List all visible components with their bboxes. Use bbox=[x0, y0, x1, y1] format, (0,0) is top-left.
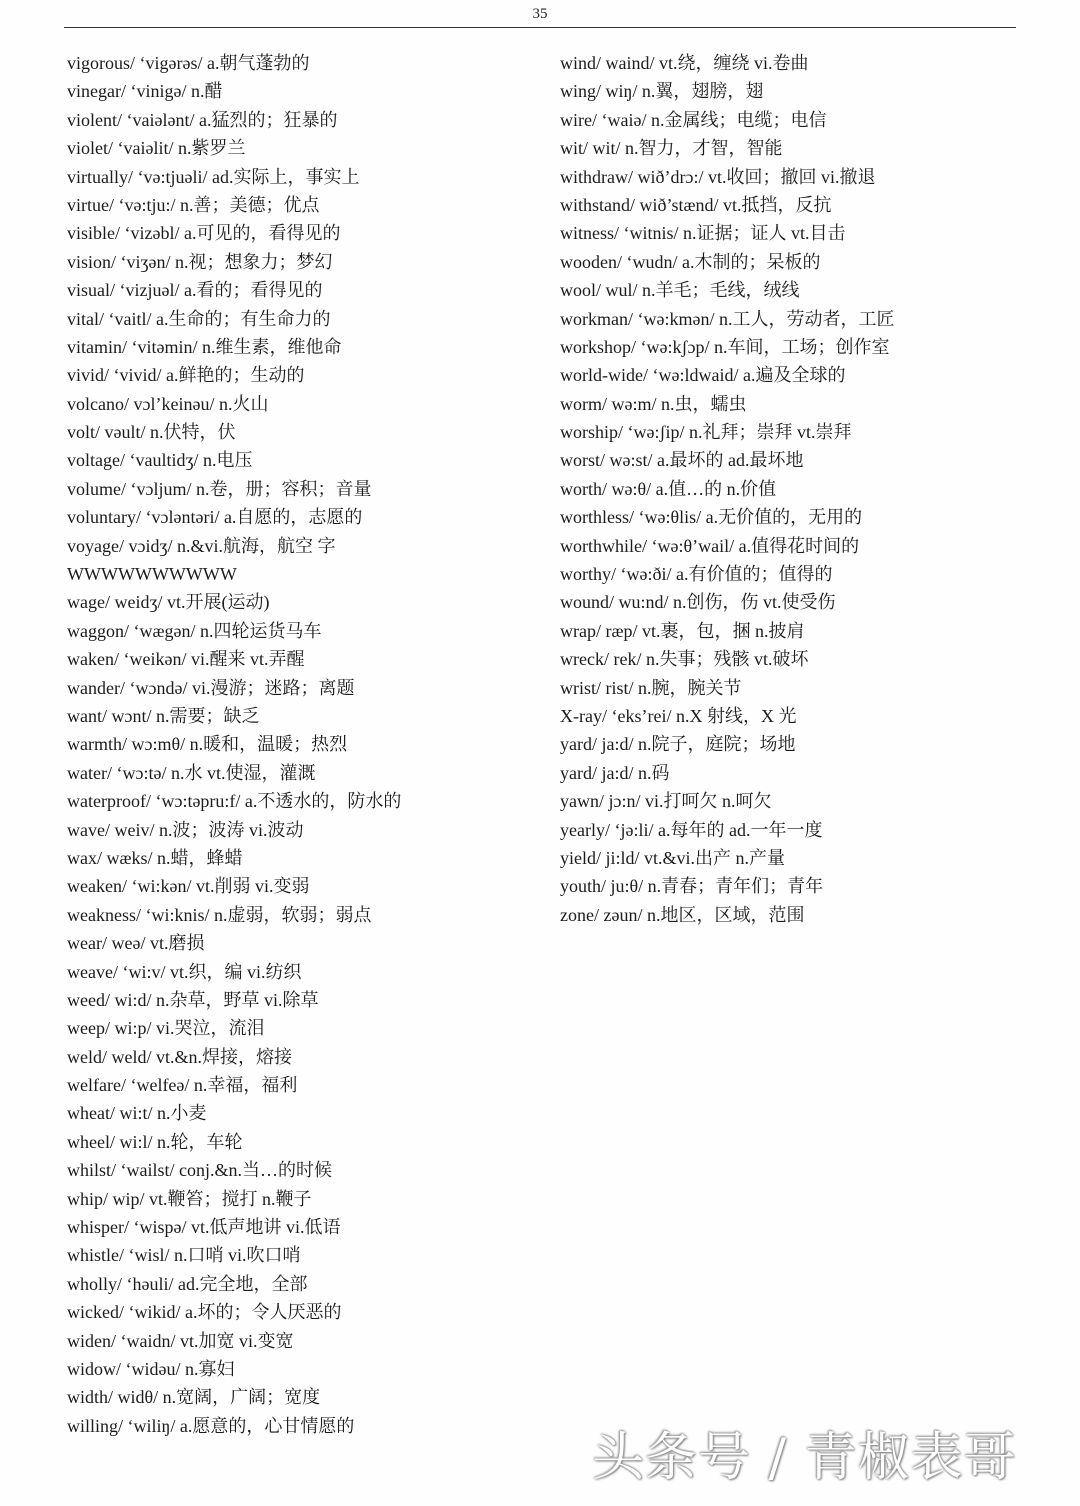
vocab-entry: voluntary/ ‘vɔləntəri/ a.自愿的，志愿的 bbox=[67, 507, 363, 528]
vocab-entry: waggon/ ‘wægən/ n.四轮运货马车 bbox=[67, 620, 322, 641]
vocab-entry: wire/ ‘waiə/ n.金属线；电缆；电信 bbox=[560, 109, 827, 130]
vocab-entry: vision/ ‘viʒən/ n.视；想象力；梦幻 bbox=[67, 251, 333, 272]
vocab-entry: violent/ ‘vaiələnt/ a.猛烈的；狂暴的 bbox=[67, 109, 338, 130]
vocab-entry: withdraw/ wið’drɔ:/ vt.收回；撤回 vi.撤退 bbox=[560, 166, 876, 187]
vocab-entry: wax/ wæks/ n.蜡，蜂蜡 bbox=[67, 847, 243, 868]
vocab-entry: water/ ‘wɔ:tə/ n.水 vt.使湿，灌溉 bbox=[67, 762, 316, 783]
vocab-entry: world-wide/ ‘wə:ldwaid/ a.遍及全球的 bbox=[560, 365, 846, 386]
vocab-entry: wool/ wul/ n.羊毛；毛线，绒线 bbox=[560, 280, 800, 301]
vocab-entry: warmth/ wɔ:mθ/ n.暖和，温暖；热烈 bbox=[67, 734, 348, 755]
vocab-entry: vitamin/ ‘vitəmin/ n.维生素，维他命 bbox=[67, 336, 342, 357]
vocab-entry: weld/ weld/ vt.&n.焊接，熔接 bbox=[67, 1046, 292, 1067]
vocab-entry: X-ray/ ‘eks’rei/ n.X 射线，X 光 bbox=[560, 705, 797, 726]
page-number: 35 bbox=[532, 6, 548, 22]
vocab-entry: wrap/ ræp/ vt.裹，包，捆 n.披肩 bbox=[560, 620, 805, 641]
vocab-entry: worst/ wə:st/ a.最坏的 ad.最坏地 bbox=[560, 450, 804, 471]
vocab-entry: youth/ ju:θ/ n.青春；青年们；青年 bbox=[560, 876, 824, 897]
vocab-entry: yawn/ jɔ:n/ vi.打呵欠 n.呵欠 bbox=[560, 791, 772, 812]
vocab-entry: weave/ ‘wi:v/ vt.织，编 vi.纺织 bbox=[67, 961, 302, 982]
vocab-entry: WWWWWWWWWW bbox=[67, 564, 237, 585]
vocab-entry: whisper/ ‘wispə/ vt.低声地讲 vi.低语 bbox=[67, 1217, 341, 1238]
vocab-entry: width/ widθ/ n.宽阔，广阔；宽度 bbox=[67, 1387, 321, 1408]
vocab-entry: widow/ ‘widəu/ n.寡妇 bbox=[67, 1358, 235, 1379]
vocab-entry: worm/ wə:m/ n.虫，蠕虫 bbox=[560, 393, 747, 414]
vocab-entry: worship/ ‘wə:ʃip/ n.礼拜；崇拜 vt.崇拜 bbox=[560, 422, 852, 443]
vocab-entry: witness/ ‘witnis/ n.证据；证人 vt.目击 bbox=[560, 223, 846, 244]
vocab-entry: yard/ ja:d/ n.码 bbox=[560, 762, 670, 783]
vocab-entry: wander/ ‘wɔndə/ vi.漫游；迷路；离题 bbox=[67, 677, 355, 698]
vocab-entry: waterproof/ ‘wɔ:təpru:f/ a.不透水的，防水的 bbox=[67, 791, 402, 812]
vocab-entry: whilst/ ‘wailst/ conj.&n.当…的时候 bbox=[67, 1160, 332, 1181]
vocab-entry: zone/ zəun/ n.地区，区域，范围 bbox=[560, 904, 805, 925]
vocab-entry: workshop/ ‘wə:kʃɔp/ n.车间，工场；创作室 bbox=[560, 336, 890, 357]
vocab-entry: violet/ ‘vaiəlit/ n.紫罗兰 bbox=[67, 138, 246, 159]
vocab-entry: volt/ vəult/ n.伏特，伏 bbox=[67, 422, 236, 443]
watermark: 头条号 / 青椒表哥 bbox=[592, 1428, 1017, 1488]
vocab-entry: wit/ wit/ n.智力，才智，智能 bbox=[560, 138, 783, 159]
header-rule bbox=[64, 27, 1016, 28]
vocab-entry: wave/ weiv/ n.波；波涛 vi.波动 bbox=[67, 819, 304, 840]
vocab-entry: visible/ ‘vizəbl/ a.可见的，看得见的 bbox=[67, 223, 341, 244]
vocab-entry: wicked/ ‘wikid/ a.坏的；令人厌恶的 bbox=[67, 1302, 342, 1323]
vocab-entry: welfare/ ‘welfeə/ n.幸福，福利 bbox=[67, 1075, 298, 1096]
vocab-entry: workman/ ‘wə:kmən/ n.工人，劳动者，工匠 bbox=[560, 308, 895, 329]
vocab-entry: volume/ ‘vɔljum/ n.卷，册；容积；音量 bbox=[67, 478, 372, 499]
vocab-entry: vivid/ ‘vivid/ a.鲜艳的；生动的 bbox=[67, 365, 305, 386]
vocab-entry: yearly/ ‘jə:li/ a.每年的 ad.一年一度 bbox=[560, 819, 823, 840]
vocab-entry: weaken/ ‘wi:kən/ vt.削弱 vi.变弱 bbox=[67, 876, 310, 897]
vocab-entry: wreck/ rek/ n.失事；残骸 vt.破坏 bbox=[560, 649, 809, 670]
vocab-entry: worthwhile/ ‘wə:θ’wail/ a.值得花时间的 bbox=[560, 535, 860, 556]
vocab-entry: whistle/ ‘wisl/ n.口哨 vi.吹口哨 bbox=[67, 1245, 301, 1266]
vocab-entry: voltage/ ‘vaultidʒ/ n.电压 bbox=[67, 450, 253, 471]
vocab-entry: wooden/ ‘wudn/ a.木制的；呆板的 bbox=[560, 251, 821, 272]
vocab-entry: whip/ wip/ vt.鞭笞；搅打 n.鞭子 bbox=[67, 1188, 312, 1209]
vocab-entry: widen/ ‘waidn/ vt.加宽 vi.变宽 bbox=[67, 1330, 294, 1351]
vocab-entry: worthy/ ‘wə:ði/ a.有价值的；值得的 bbox=[560, 564, 833, 585]
vocab-entry: worth/ wə:θ/ a.值…的 n.价值 bbox=[560, 478, 777, 499]
right-column bbox=[560, 49, 1030, 929]
vocab-entry: wind/ waind/ vt.绕，缠绕 vi.卷曲 bbox=[560, 53, 809, 73]
vocab-entry: want/ wɔnt/ n.需要；缺乏 bbox=[67, 705, 260, 726]
vocab-entry: voyage/ vɔidʒ/ n.&vi.航海，航空 字 bbox=[67, 535, 336, 556]
vocab-entry: visual/ ‘vizjuəl/ a.看的；看得见的 bbox=[67, 280, 323, 301]
vocab-entry: wound/ wu:nd/ n.创伤，伤 vt.使受伤 bbox=[560, 592, 836, 613]
vocab-entry: virtue/ ‘və:tju:/ n.善；美德；优点 bbox=[67, 194, 320, 215]
vocab-entry: weep/ wi:p/ vi.哭泣，流泪 bbox=[67, 1018, 265, 1039]
vocab-entry: wholly/ ‘həuli/ ad.完全地，全部 bbox=[67, 1273, 308, 1294]
vocab-entry: wheat/ wi:t/ n.小麦 bbox=[67, 1103, 207, 1124]
vocab-entry: wing/ wiŋ/ n.翼，翅膀，翅 bbox=[560, 81, 764, 102]
vocab-entry: yard/ ja:d/ n.院子，庭院；场地 bbox=[560, 734, 796, 755]
vocab-entry: wheel/ wi:l/ n.轮，车轮 bbox=[67, 1131, 243, 1152]
vocab-entry: wear/ weə/ vt.磨损 bbox=[67, 933, 205, 954]
vocab-entry: vital/ ‘vaitl/ a.生命的；有生命力的 bbox=[67, 308, 331, 329]
vocab-entry: virtually/ ‘və:tjuəli/ ad.实际上，事实上 bbox=[67, 166, 360, 187]
vocab-entry: wrist/ rist/ n.腕，腕关节 bbox=[560, 677, 742, 698]
vocab-entry: vigorous/ ‘vigərəs/ a.朝气蓬勃的 bbox=[67, 53, 310, 73]
vocab-entry: yield/ ji:ld/ vt.&vi.出产 n.产量 bbox=[560, 847, 785, 868]
vocab-entry: vinegar/ ‘vinigə/ n.醋 bbox=[67, 81, 223, 102]
left-column bbox=[67, 49, 537, 1440]
vocab-entry: waken/ ‘weikən/ vi.醒来 vt.弄醒 bbox=[67, 649, 305, 670]
vocab-entry: weed/ wi:d/ n.杂草，野草 vi.除草 bbox=[67, 989, 319, 1010]
vocab-entry: volcano/ vɔl’keinəu/ n.火山 bbox=[67, 393, 269, 414]
vocab-entry: withstand/ wið’stænd/ vt.抵挡，反抗 bbox=[560, 194, 832, 215]
vocab-entry: willing/ ‘wiliŋ/ a.愿意的，心甘情愿的 bbox=[67, 1415, 355, 1436]
vocab-entry: worthless/ ‘wə:θlis/ a.无价值的，无用的 bbox=[560, 507, 863, 528]
vocab-entry: weakness/ ‘wi:knis/ n.虚弱，软弱；弱点 bbox=[67, 904, 372, 925]
vocab-entry: wage/ weidʒ/ vt.开展(运动) bbox=[67, 592, 270, 613]
